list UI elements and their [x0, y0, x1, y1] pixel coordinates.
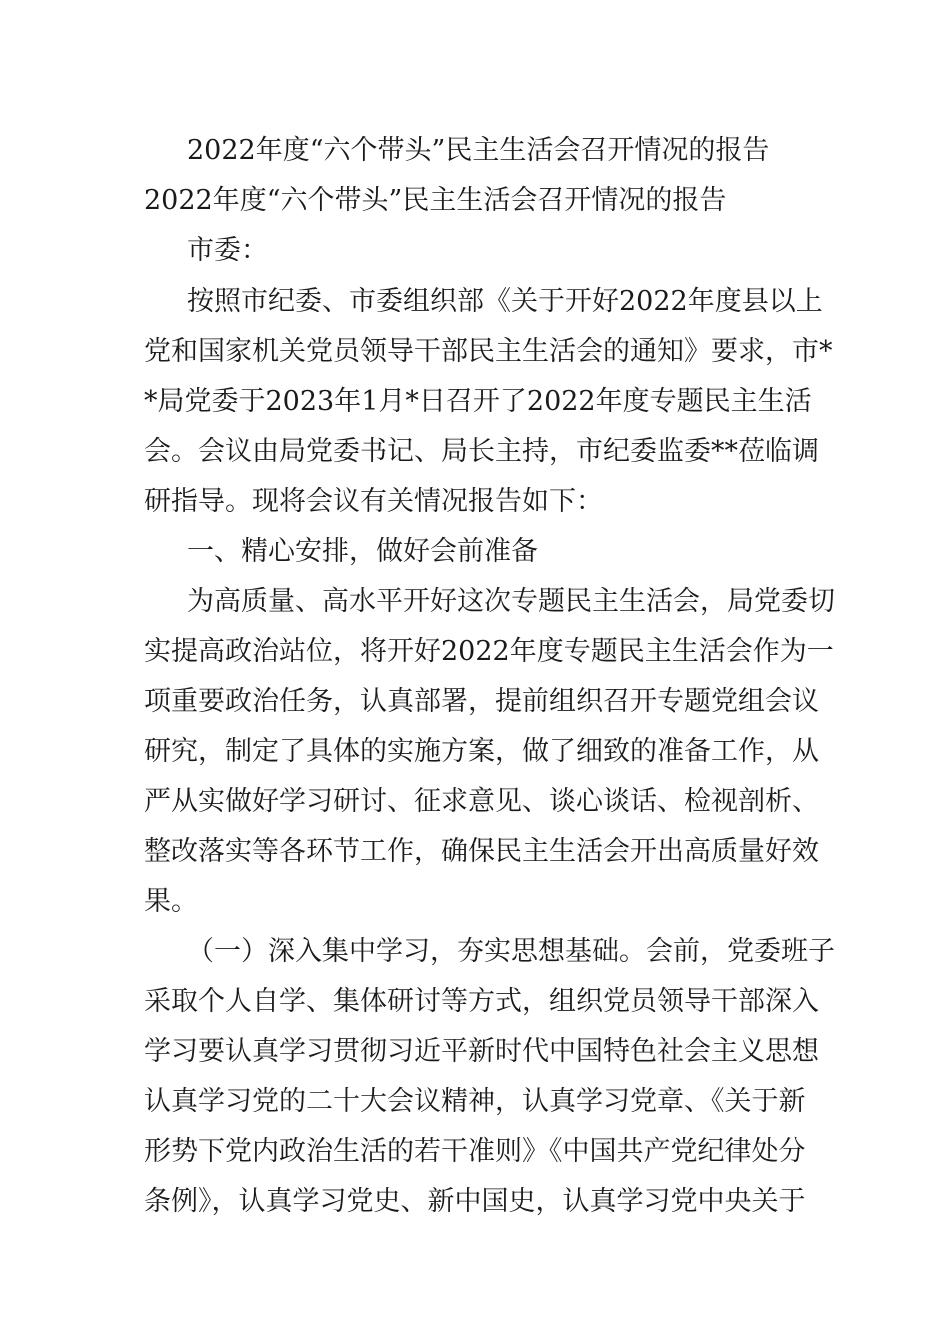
section-heading: 一、精心安排，做好会前准备 [187, 536, 538, 567]
body-line: 形势下党内政治生活的若干准则》《中国共产党纪律处分 [144, 1136, 806, 1167]
body-line: 为高质量、高水平开好这次专题民主生活会，局党委切 [187, 586, 835, 617]
body-line: （一）深入集中学习，夯实思想基础。会前，党委班子 [187, 936, 835, 967]
body-line: 果。 [144, 886, 198, 917]
document-title: 2022年度“六个带头”民主生活会召开情况的报告 [187, 135, 770, 166]
body-line: 党和国家机关党员领导干部民主生活会的通知》要求，市* [144, 336, 833, 367]
body-line: 研究，制定了具体的实施方案，做了细致的准备工作，从 [144, 736, 819, 767]
salutation: 市委： [187, 235, 268, 266]
body-line: 项重要政治任务，认真部署，提前组织召开专题党组会议 [144, 686, 819, 717]
body-line: 条例》，认真学习党史、新中国史，认真学习党中央关于 [144, 1186, 806, 1217]
body-line: *局党委于2023年1月*日召开了2022年度专题民主生活 [144, 386, 812, 417]
body-line: 认真学习党的二十大会议精神，认真学习党章、《关于新 [144, 1086, 806, 1117]
body-line: 整改落实等各环节工作，确保民主生活会开出高质量好效 [144, 836, 819, 867]
body-line: 学习要认真学习贯彻习近平新时代中国特色社会主义思想 [144, 1036, 819, 1067]
body-line: 研指导。现将会议有关情况报告如下： [144, 486, 603, 517]
document-subtitle: 2022年度“六个带头”民主生活会召开情况的报告 [144, 185, 727, 216]
body-line: 按照市纪委、市委组织部《关于开好2022年度县以上 [187, 286, 823, 317]
body-line: 实提高政治站位，将开好2022年度专题民主生活会作为一 [144, 636, 834, 667]
body-line: 会。会议由局党委书记、局长主持，市纪委监委**莅临调 [144, 436, 819, 467]
body-line: 采取个人自学、集体研讨等方式，组织党员领导干部深入 [144, 986, 819, 1017]
body-line: 严从实做好学习研讨、征求意见、谈心谈话、检视剖析、 [144, 786, 819, 817]
